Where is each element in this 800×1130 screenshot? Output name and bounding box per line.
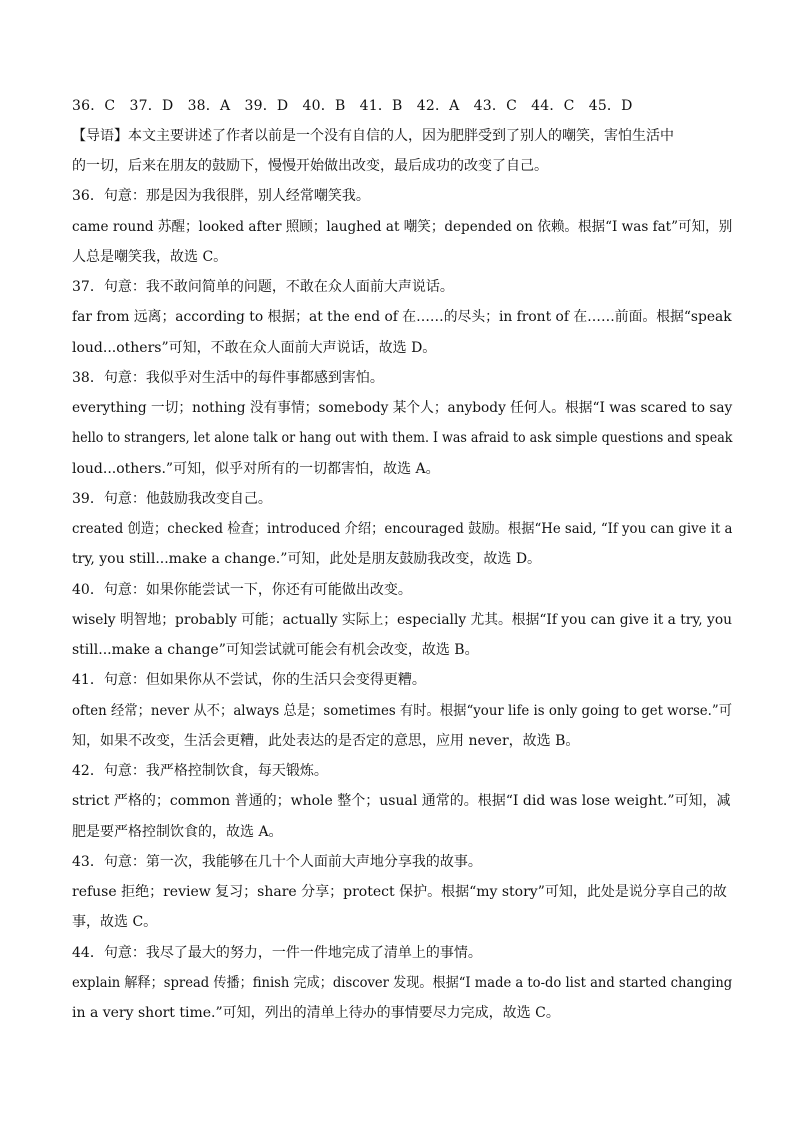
q41-meaning: 41．句意：但如果你从不尝试，你的生活只会变得更糟。 (72, 672, 426, 688)
q38-meaning: 38．句意：我似乎对生活中的每件事都感到害怕。 (72, 370, 384, 386)
q44-explanation-2: in a very short time.”可知，列出的清单上待办的事情要尽力完成，故选 C。 (72, 1005, 560, 1021)
q39-explanation-1: created 创造；checked 检查；introduced 介绍；encouraged 鼓励。根据“He said, “If you can give it a (72, 521, 733, 537)
q40-meaning: 40．句意：如果你能尝试一下，你还有可能做出改变。 (72, 582, 412, 598)
q38-explanation-3: loud...others.”可知，似乎对所有的一切都害怕，故选 A。 (72, 461, 440, 477)
intro-line-2: 的一切，后来在朋友的鼓励下，慢慢开始做出改变，最后成功的改变了自己。 (72, 158, 548, 174)
q39-meaning: 39．句意：他鼓励我改变自己。 (72, 491, 272, 507)
q42-meaning: 42．句意：我严格控制饮食，每天锻炼。 (72, 763, 328, 779)
q42-explanation-1: strict 严格的；common 普通的；whole 整个；usual 通常的。根据“I did was lose weight.”可知，减 (72, 793, 731, 809)
q43-explanation-2: 事，故选 C。 (72, 914, 158, 930)
q38-explanation-1: everything 一切；nothing 没有事情；somebody 某个人；anybody 任何人。根据“I was scared to say (72, 400, 733, 416)
q43-meaning: 43．句意：第一次，我能够在几十个人面前大声地分享我的故事。 (72, 854, 482, 870)
answer-key-line: 36．C 37．D 38．A 39．D 40．B 41．B 42．A 43．C 44．C 45．D (72, 98, 633, 114)
q36-explanation-2: 人总是嘲笑我，故选 C。 (72, 249, 228, 265)
q36-explanation-1: came round 苏醒；looked after 照顾；laughed at 嘲笑；depended on 依赖。根据“I was fat”可知，别 (72, 219, 733, 235)
q40-explanation-2: still...make a change”可知尝试就可能会有机会改变，故选 B。 (72, 642, 479, 658)
q37-explanation-1: far from 远离；according to 根据；at the end of 在……的尽头；in front of 在……前面。根据“speak (72, 309, 732, 325)
q44-explanation-1: explain 解释；spread 传播；finish 完成；discover 发现。根据“I made a to-do list and started changing (72, 975, 733, 991)
q37-meaning: 37．句意：我不敢问简单的问题，不敢在众人面前大声说话。 (72, 279, 454, 295)
q39-explanation-2: try, you still...make a change.”可知，此处是朋友鼓励我改变，故选 D。 (72, 551, 542, 567)
intro-line-1: 【导语】本文主要讲述了作者以前是一个没有自信的人，因为肥胖受到了别人的嘲笑，害怕生活中 (72, 128, 674, 144)
q41-explanation-2: 知，如果不改变，生活会更糟，此处表达的是否定的意思，应用 never，故选 B。 (72, 733, 580, 749)
q42-explanation-2: 肥是要严格控制饮食的，故选 A。 (72, 824, 283, 840)
q40-explanation-1: wisely 明智地；probably 可能；actually 实际上；especially 尤其。根据“If you can give it a try, you (72, 612, 732, 628)
q41-explanation-1: often 经常；never 从不；always 总是；sometimes 有时。根据“your life is only going to get worse.”可 (72, 703, 733, 719)
q38-explanation-2: hello to strangers, let alone talk or hang out with them. I was afraid to ask simple questions and speak (72, 430, 733, 446)
q37-explanation-2: loud...others”可知，不敢在众人面前大声说话，故选 D。 (72, 340, 437, 356)
q43-explanation-1: refuse 拒绝；review 复习；share 分享；protect 保护。根据“my story”可知，此处是说分享自己的故 (72, 884, 727, 900)
q44-meaning: 44．句意：我尽了最大的努力，一件一件地完成了清单上的事情。 (72, 945, 482, 961)
q36-meaning: 36．句意：那是因为我很胖，别人经常嘲笑我。 (72, 188, 370, 204)
